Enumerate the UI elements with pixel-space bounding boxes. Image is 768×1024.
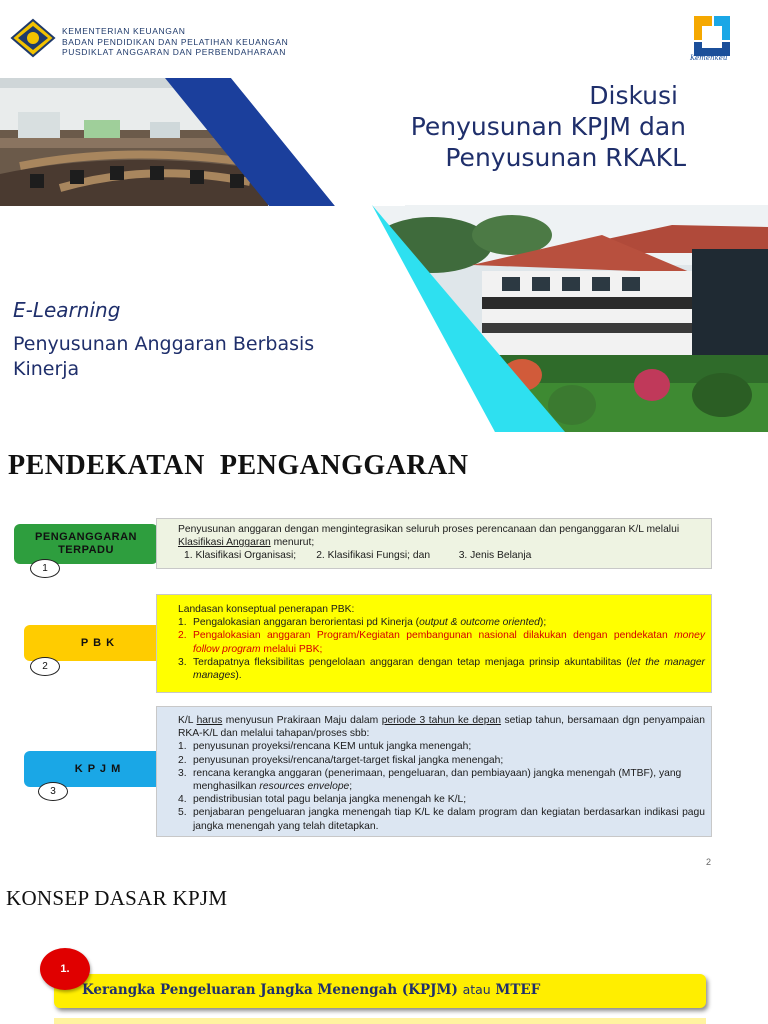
kemenkeu-emblem-icon bbox=[10, 18, 56, 58]
elearning-label: E-Learning bbox=[13, 298, 121, 322]
cover-title-line-1: Diskusi bbox=[589, 81, 678, 110]
pbk-pill bbox=[24, 625, 172, 661]
slide-heading: PENDEKATAN PENGANGGARAN bbox=[8, 450, 469, 481]
number-badge-2: 2 bbox=[30, 657, 60, 676]
kpjm-list bbox=[178, 740, 705, 832]
kpjm-point-5: 5. penjabaran pengeluaran jangka menengah tiap K/L ke dalam program dan kegiatan berdasarkan indikasi pagu jangka menengah yang telah ditetapkan. bbox=[178, 807, 705, 832]
org-line-1: KEMENTERIAN KEUANGAN bbox=[62, 26, 186, 36]
org-line-3: PUSDIKLAT ANGGARAN DAN PERBENDAHARAAN bbox=[62, 47, 287, 57]
pbk-point-3: 3. Terdapatnya fleksibilitas pengelolaan anggaran dengan tetap menjaga prinsip akuntabilitas (let the manager manages). bbox=[178, 656, 705, 682]
kpjm-definition-bar: Kerangka Pengeluaran Jangka Menengah (KPJM) atau MTEF bbox=[54, 974, 706, 1008]
cover-title bbox=[411, 80, 686, 173]
cyan-diagonal-stripe bbox=[335, 205, 565, 432]
number-badge-1: 1 bbox=[30, 559, 60, 578]
pill-label: PENGANGGARAN TERPADU bbox=[35, 531, 137, 556]
terpadu-intro: Penyusunan anggaran dengan mengintegrasikan seluruh proses perencanaan dan penganggaran K/L melalui Klasifikasi Anggaran menurut; bbox=[178, 524, 680, 549]
pbk-point-2: 2. Pengalokasian anggaran Program/Kegiatan pembangunan nasional dilakukan dengan pendekatan money follow program melalui PBK; bbox=[178, 630, 705, 655]
penganggaran-terpadu-box bbox=[156, 518, 712, 569]
konsep-slide bbox=[0, 868, 768, 1024]
number-circle-1: 1. bbox=[40, 948, 90, 990]
kpjm-point-2: 2. penyusunan proyeksi/rencana/target-target fiskal jangka menengah; bbox=[178, 754, 504, 766]
brand-label: Kemenkeu bbox=[690, 54, 728, 62]
cover-title-line-3: Penyusunan RKAKL bbox=[445, 143, 686, 172]
kpjm-pill bbox=[24, 751, 172, 787]
org-line-2: BADAN PENDIDIKAN DAN PELATIHAN KEUANGAN bbox=[62, 36, 289, 47]
page-number: 2 bbox=[705, 857, 711, 867]
kpjm-intro: K/L harus menyusun Prakiraan Maju dalam periode 3 tahun ke depan setiap tahun, bersamaan dgn penyampaian RKA-K/L dan melalui tahapan/proses sbb: bbox=[178, 715, 706, 740]
blue-diagonal-stripe bbox=[165, 78, 405, 206]
pbk-point-1: 1. Pengalokasian anggaran berorientasi pd Kinerja (output & outcome oriented); bbox=[178, 617, 547, 629]
penganggaran-terpadu-pill bbox=[14, 524, 158, 564]
number-badge-3: 3 bbox=[38, 782, 68, 801]
terpadu-classification-line: 1. Klasifikasi Organisasi; 2. Klasifikasi Fungsi; dan 3. Jenis Belanja bbox=[184, 550, 532, 562]
course-subtitle: Penyusunan Anggaran Berbasis Kinerja bbox=[13, 333, 315, 380]
pbk-list bbox=[178, 616, 705, 682]
pendekatan-slide bbox=[0, 432, 768, 868]
cover-slide bbox=[0, 0, 768, 432]
pbk-box bbox=[156, 594, 712, 693]
cover-title-line-2: Penyusunan KPJM dan bbox=[410, 112, 686, 141]
kpjm-point-3: 3. rencana kerangka anggaran (penerimaan, pengeluaran, dan pembiayaan) jangka menengah (MTBF), yang menghasilkan resources envelope; bbox=[178, 767, 682, 793]
organization-header bbox=[62, 26, 288, 58]
pill-label: P B K bbox=[80, 637, 116, 649]
pill-label: K P J M bbox=[74, 763, 122, 775]
kpjm-point-1: 1. penyusunan proyeksi/rencana KEM untuk jangka menengah; bbox=[178, 741, 472, 753]
slide-heading: KONSEP DASAR KPJM bbox=[6, 886, 228, 910]
kpjm-point-4: 4. pendistribusian total pagu belanja jangka menengah ke K/L; bbox=[178, 794, 467, 806]
pbk-intro: Landasan konseptual penerapan PBK: bbox=[178, 604, 355, 615]
kpjm-box bbox=[156, 706, 712, 837]
second-bar-partial bbox=[54, 1018, 706, 1024]
elearning-block bbox=[13, 298, 343, 382]
